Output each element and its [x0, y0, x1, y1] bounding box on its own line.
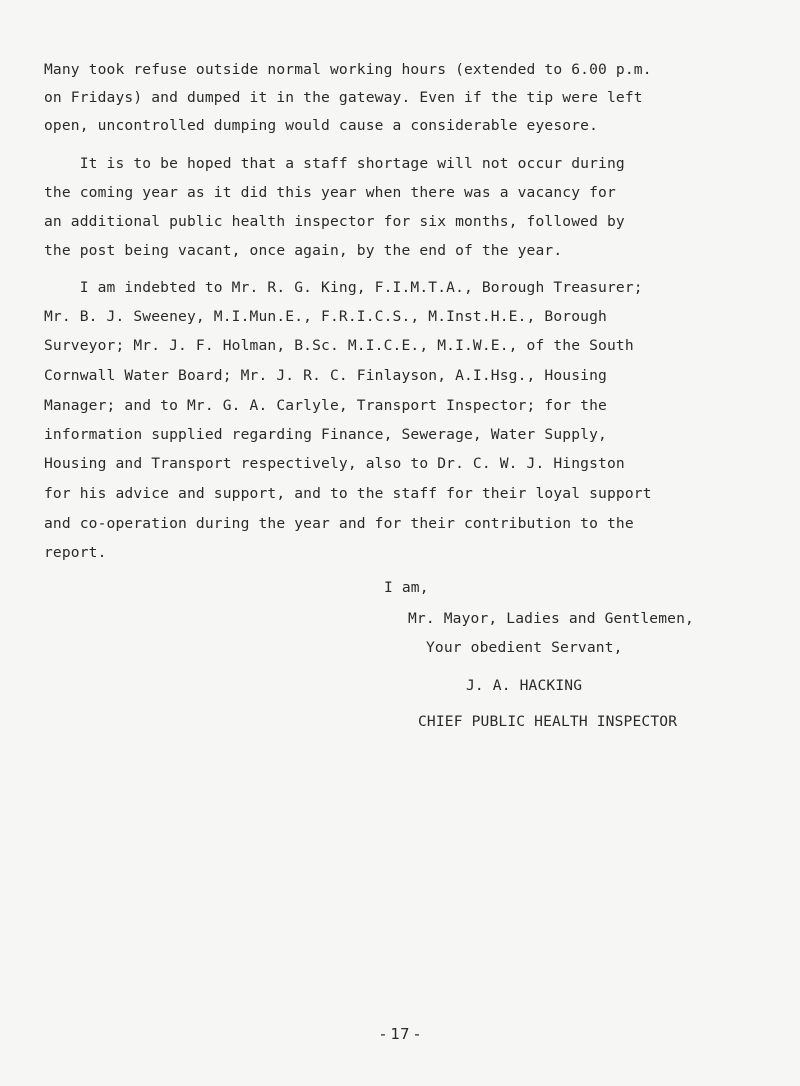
text-line: the coming year as it did this year when there was a vacancy for — [44, 184, 616, 201]
text-line: It is to be hoped that a staff shortage will not occur during — [44, 155, 625, 172]
text-line: the post being vacant, once again, by the end of the year. — [44, 242, 563, 259]
text-line: Housing and Transport respectively, also to Dr. C. W. J. Hingston — [44, 455, 625, 472]
text-line: an additional public health inspector for six months, followed by — [44, 213, 625, 230]
page-number: - 17 - — [380, 1025, 420, 1043]
text-line: Surveyor; Mr. J. F. Holman, B.Sc. M.I.C.E., M.I.W.E., of the South — [44, 337, 634, 354]
text-line: Cornwall Water Board; Mr. J. R. C. Finlayson, A.I.Hsg., Housing — [44, 367, 607, 384]
text-line: information supplied regarding Finance, Sewerage, Water Supply, — [44, 426, 607, 443]
text-line: for his advice and support, and to the staff for their loyal support — [44, 485, 652, 502]
text-line: I am indebted to Mr. R. G. King, F.I.M.T.A., Borough Treasurer; — [44, 279, 643, 296]
closing-i-am: I am, — [384, 579, 429, 596]
text-line: Manager; and to Mr. G. A. Carlyle, Transport Inspector; for the — [44, 397, 607, 414]
signatory-name: J. A. HACKING — [466, 677, 583, 694]
text-line: Many took refuse outside normal working hours (extended to 6.00 p.m. — [44, 61, 652, 78]
text-line: on Fridays) and dumped it in the gateway. Even if the tip were left — [44, 89, 643, 106]
text-line: open, uncontrolled dumping would cause a considerable eyesore. — [44, 117, 599, 134]
text-line: and co-operation during the year and for their contribution to the — [44, 515, 634, 532]
text-line: Mr. B. J. Sweeney, M.I.Mun.E., F.R.I.C.S., M.Inst.H.E., Borough — [44, 308, 607, 325]
closing-salutation: Mr. Mayor, Ladies and Gentlemen, — [408, 610, 694, 627]
closing-obedient: Your obedient Servant, — [426, 639, 623, 656]
signatory-title: CHIEF PUBLIC HEALTH INSPECTOR — [418, 713, 678, 730]
text-line: report. — [44, 544, 107, 561]
